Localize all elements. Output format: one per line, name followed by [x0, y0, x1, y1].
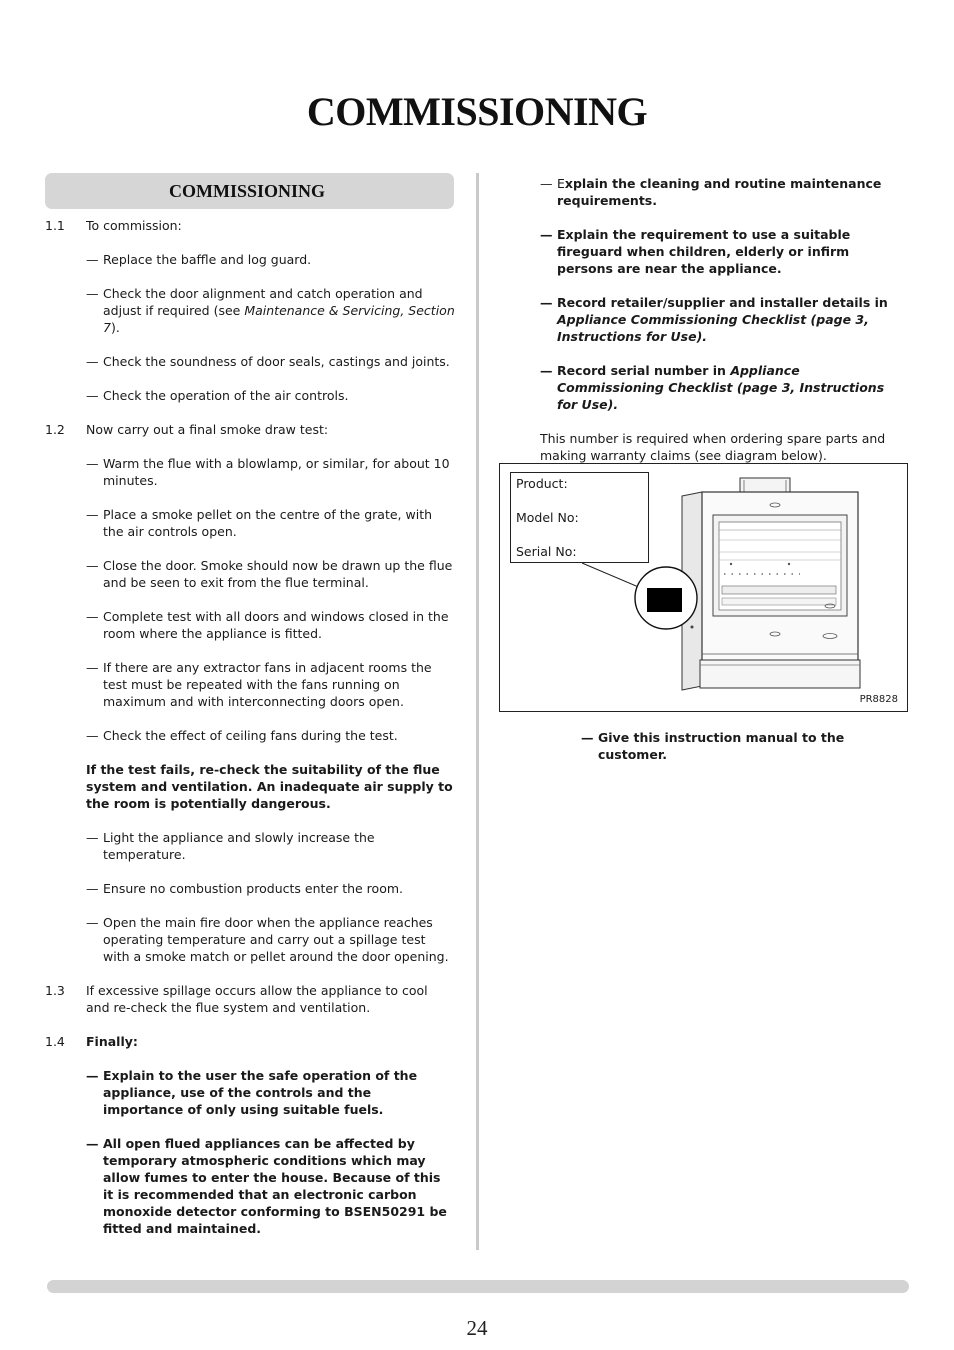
item-text: Now carry out a final smoke draw test:: [86, 422, 329, 437]
bullet-co-detector: — All open flued appliances can be affected by temporary atmospheric conditions which may allow fumes to enter the house. Because of this it is recommended that an electronic carbon monoxide detector conforming to BSEN50291 be fitted and maintained.: [86, 1135, 455, 1237]
right-column-bottom: [540, 729, 905, 763]
bullet-record-retailer: — Record retailer/supplier and installer details in Appliance Commissioning Checklist (page 3, Instructions for Use).: [540, 294, 905, 345]
bullet-door-alignment: — Check the door alignment and catch operation and adjust if required (see Maintenance & Servicing, Section 7).: [86, 285, 455, 336]
cross-reference: Maintenance & Servicing, Section 7: [103, 303, 455, 335]
item-text: If excessive spillage occurs allow the appliance to cool and re-check the flue system and ventilation.: [86, 983, 428, 1015]
item-1-4: [45, 1033, 455, 1050]
page-number: 24: [466, 1316, 488, 1340]
item-text: Finally:: [86, 1034, 138, 1049]
bullet-complete-test: — Complete test with all doors and windows closed in the room where the appliance is fitted.: [86, 608, 455, 642]
bullet-air-controls: — Check the operation of the air controls.: [86, 387, 455, 404]
section-header: [45, 173, 454, 209]
cross-reference: Appliance Commissioning Checklist (page 3, Instructions for Use).: [557, 312, 869, 344]
section-title: COMMISSIONING: [169, 181, 326, 201]
serial-label-box: [510, 472, 649, 563]
bullet-spillage-test: — Open the main fire door when the appliance reaches operating temperature and carry out a spillage test with a smoke match or pellet around the door opening.: [86, 914, 455, 965]
serial-plate-diagram: [499, 463, 908, 712]
bullet-explain-cleaning: — Explain the cleaning and routine maintenance requirements.: [540, 175, 905, 209]
item-number: 1.4: [45, 1034, 65, 1049]
bullet-warm-flue: — Warm the flue with a blowlamp, or similar, for about 10 minutes.: [86, 455, 455, 489]
bullet-close-door: — Close the door. Smoke should now be drawn up the flue and be seen to exit from the flue terminal.: [86, 557, 455, 591]
item-1-1: [45, 217, 455, 234]
bullet-ceiling-fans: — Check the effect of ceiling fans during the test.: [86, 727, 455, 744]
item-1-3: [45, 982, 455, 1016]
bullet-fireguard: — Explain the requirement to use a suitable fireguard when children, elderly or infirm persons are near the appliance.: [540, 226, 905, 277]
bullet-replace-baffle: — Replace the baffle and log guard.: [86, 251, 455, 268]
item-number: 1.1: [45, 218, 65, 233]
warning-text: If the test fails, re-check the suitability of the flue system and ventilation. An inadequate air supply to the room is potentially dangerous.: [86, 762, 453, 811]
bullet-smoke-pellet: — Place a smoke pellet on the centre of the grate, with the air controls open.: [86, 506, 455, 540]
page-title: COMMISSIONING: [306, 89, 648, 134]
left-column: [45, 217, 455, 1237]
serial-note: This number is required when ordering spare parts and making warranty claims (see diagram below).: [540, 431, 886, 463]
item-1-2: [45, 421, 455, 438]
model-label: Model No:: [516, 510, 579, 525]
bullet-explain-operation: — Explain to the user the safe operation of the appliance, use of the controls and the importance of only using suitable fuels.: [86, 1067, 455, 1118]
figure-code: PR8828: [859, 694, 898, 705]
product-label: Product:: [516, 476, 568, 491]
bullet-give-manual: — Give this instruction manual to the customer.: [581, 729, 905, 763]
right-column: [540, 175, 905, 464]
serial-label: Serial No:: [516, 544, 577, 559]
bullet-door-seals: — Check the soundness of door seals, castings and joints.: [86, 353, 455, 370]
item-number: 1.2: [45, 422, 65, 437]
bullet-record-serial: — Record serial number in Appliance Commissioning Checklist (page 3, Instructions for Use).: [540, 362, 905, 413]
column-divider: [476, 173, 479, 1250]
footer-bar: [47, 1280, 909, 1293]
item-number: 1.3: [45, 983, 65, 998]
cross-reference: Appliance Commissioning Checklist (page 3, Instructions for Use).: [557, 363, 885, 412]
bullet-combustion-products: — Ensure no combustion products enter the room.: [86, 880, 455, 897]
bullet-light-appliance: — Light the appliance and slowly increase the temperature.: [86, 829, 455, 863]
bullet-extractor-fans: — If there are any extractor fans in adjacent rooms the test must be repeated with the fans running on maximum and with interconnecting doors open.: [86, 659, 455, 710]
item-text: To commission:: [86, 218, 182, 233]
